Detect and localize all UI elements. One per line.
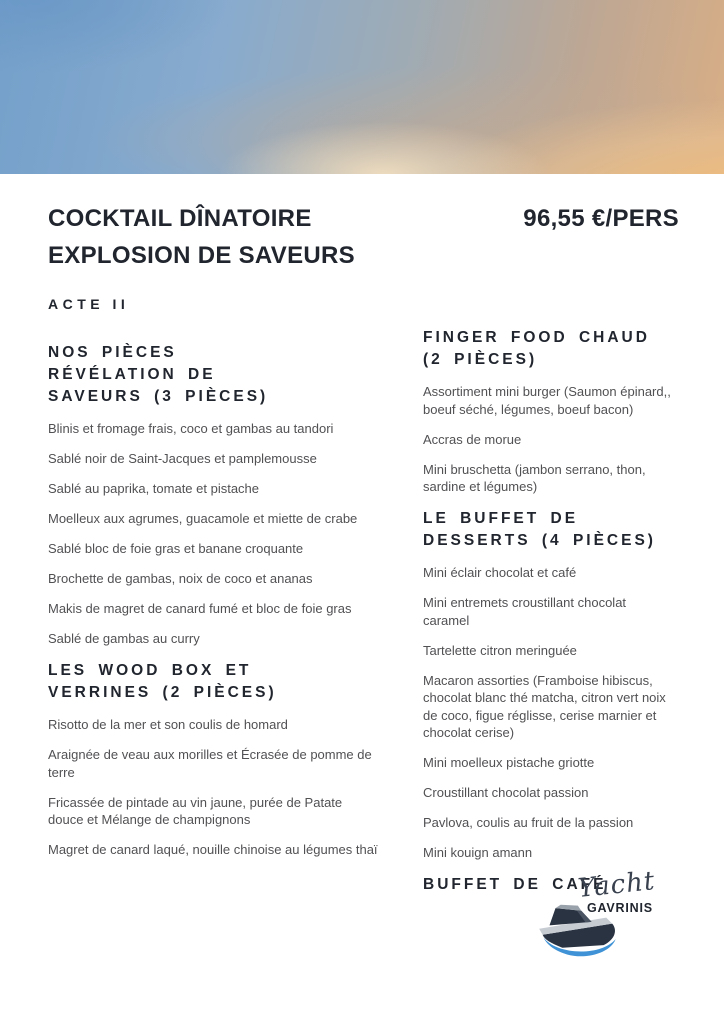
menu-title-line2: EXPLOSION DE SAVEURS xyxy=(48,242,355,269)
menu-item: Pavlova, coulis au fruit de la passion xyxy=(423,815,634,830)
menu-item: Mini éclair chocolat et café xyxy=(423,565,577,580)
section-heading: BUFFET DE CAFÉ xyxy=(423,876,607,893)
menu-item: Croustillant chocolat passion xyxy=(423,785,589,800)
logo-script-text: Yacht xyxy=(576,866,657,904)
menu-content xyxy=(0,200,724,908)
menu-item: Brochette de gambas, noix de coco et ananas xyxy=(48,571,313,586)
menu-item: Mini kouign amann xyxy=(423,845,533,860)
act-label: ACTE II xyxy=(48,296,130,312)
menu-item: Tartelette citron meringuée xyxy=(423,642,577,658)
menu-item: Araignée de veau aux morilles et Écrasée de pomme de terre xyxy=(48,747,372,780)
menu-item: Mini moelleux pistache griotte xyxy=(423,755,595,770)
left-column xyxy=(48,312,390,908)
section-heading: NOS PIÈCES RÉVÉLATION DE SAVEURS (3 PIÈCES) xyxy=(48,344,269,405)
menu-header xyxy=(48,200,679,274)
sky-header-image xyxy=(0,0,724,174)
menu-item: Accras de morue xyxy=(423,431,522,447)
menu-item: Sablé de gambas au curry xyxy=(48,631,200,646)
menu-item: Sablé bloc de foie gras et banane croquante xyxy=(48,541,304,556)
menu-item: Moelleux aux agrumes, guacamole et miette de crabe xyxy=(48,511,358,526)
logo-brand-text: GAVRINIS xyxy=(587,901,653,915)
menu-item: Mini entremets croustillant chocolat caramel xyxy=(423,595,627,628)
menu-item: Assortiment mini burger (Saumon épinard,, boeuf séché, légumes, boeuf bacon) xyxy=(423,384,671,417)
section-heading: LE BUFFET DE DESSERTS (4 PIÈCES) xyxy=(423,510,656,549)
menu-columns xyxy=(48,312,679,908)
menu-title-line1: COCKTAIL DÎNATOIRE xyxy=(48,205,312,232)
price-per-person: 96,55 €/PERS xyxy=(523,205,679,232)
menu-item: Risotto de la mer et son coulis de homard xyxy=(48,717,288,732)
menu-item: Magret de canard laqué, nouille chinoise au légumes thaï xyxy=(48,842,378,857)
menu-item: Macaron assorties (Framboise hibiscus, chocolat blanc thé matcha, citron vert noix de coco, figue réglisse, cerise marnier et chocolat cerise) xyxy=(423,672,666,740)
right-column xyxy=(423,312,679,908)
section-heading: FINGER FOOD CHAUD (2 PIÈCES) xyxy=(423,329,650,368)
menu-title xyxy=(48,200,355,274)
menu-item: Sablé au paprika, tomate et pistache xyxy=(48,481,260,496)
section-heading: LES WOOD BOX ET VERRINES (2 PIÈCES) xyxy=(48,662,277,701)
menu-item: Fricassée de pintade au vin jaune, purée de Patate douce et Mélange de champignons xyxy=(48,794,343,827)
menu-item: Makis de magret de canard fumé et bloc de foie gras xyxy=(48,601,352,616)
menu-item: Sablé noir de Saint-Jacques et pamplemousse xyxy=(48,451,317,466)
menu-item: Mini bruschetta (jambon serrano, thon, sardine et légumes) xyxy=(423,461,646,494)
menu-item: Blinis et fromage frais, coco et gambas au tandori xyxy=(48,421,334,436)
yacht-gavrinis-logo xyxy=(538,866,666,960)
yacht-boat-icon xyxy=(538,903,628,958)
